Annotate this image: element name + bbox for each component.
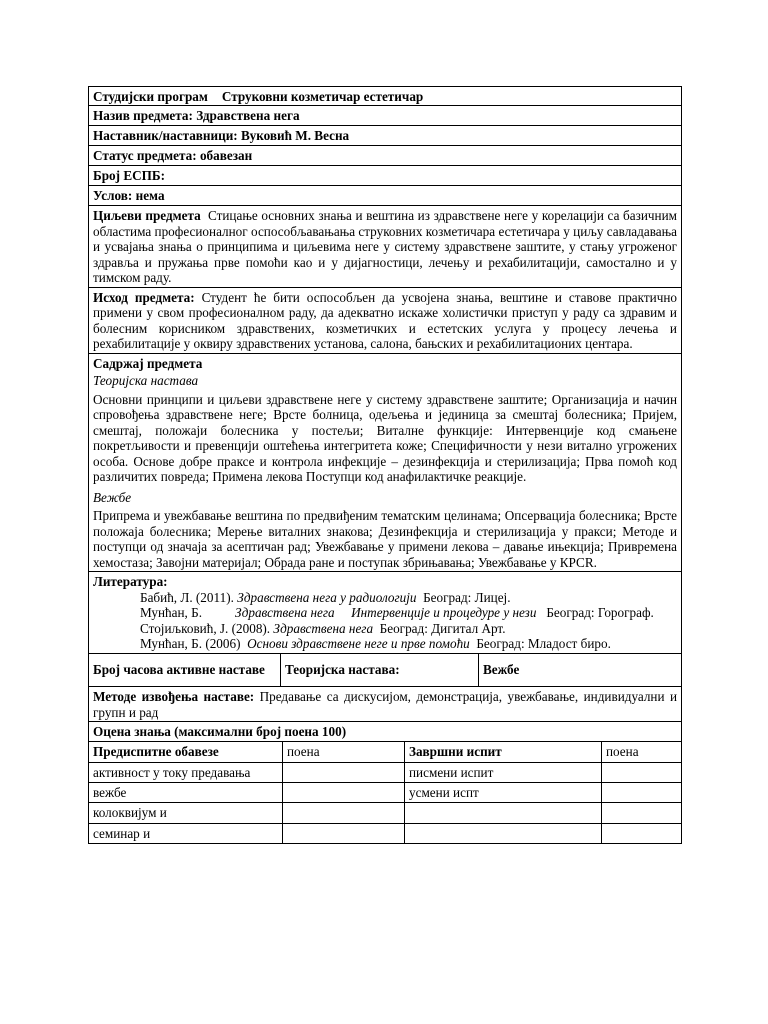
- subject-label: Назив предмета:: [93, 108, 193, 123]
- subject-row: [88, 106, 682, 126]
- grading-table: [88, 742, 682, 844]
- theory-heading: Теоријска настава: [93, 373, 199, 388]
- table-row: колоквијум и: [89, 802, 682, 823]
- condition-value: нема: [135, 188, 165, 203]
- outcome-text: Студент ће бити оспособљен да усвојена знања, вештине и ставове практично примени у свом професионалном раду, да адекватно искаже холистички приступ у раду са здравим и болесним корисником здравствених, козметичких и естетских услуга у процесу лечења и рехабилитације у оквиру здравствених установа, салона, бањских и рехабилитационих центара.: [93, 289, 677, 351]
- teacher-value: Вуковић М. Весна: [241, 128, 350, 143]
- practice-heading: Вежбе: [93, 489, 132, 505]
- methods-row: [88, 687, 682, 722]
- goals-label: Циљеви предмета: [93, 208, 201, 223]
- status-value: обавезан: [199, 148, 253, 163]
- teacher-label: Наставник/наставници:: [93, 128, 238, 143]
- hours-label: Број часова активне наставе: [89, 654, 281, 687]
- literature-entry: Бабић, Л. (2011). Здравствена нега у радиологији Београд: Лицеј.: [140, 589, 511, 605]
- hours-table: [88, 654, 682, 688]
- theory-text: Основни принципи и циљеви здравствене неге у систему здравствене заштите; Организација и начин спровођења здравствене неге; Врсте болница, одељења и јединица за смештај болесника; Пријем, смештај, положаји болесника у постељи; Виталне функције: Интервенције код смањене покретљивости и превенцији оштећења интегритета коже; Специфичности у нези витално угрожених особа. Основе добре праксе и контрола инфекције – дезинфекција и стерилизација; Прва помоћ код различитих повреда; Примена лекова Поступци код анафилактичке реакције.: [93, 391, 677, 484]
- course-syllabus: [88, 86, 682, 844]
- program-row: [88, 86, 682, 106]
- status-row: [88, 146, 682, 166]
- grading-title-row: [88, 722, 682, 742]
- literature-entry: Мунћан, Б. Здравствена нега Интервенције и процедуре у нези Београд: Горограф.: [140, 605, 654, 620]
- table-row: активност у току предавања писмени испит: [89, 762, 682, 782]
- table-row: вежбе усмени испт: [89, 782, 682, 802]
- grading-header-points: поена: [283, 742, 405, 762]
- espb-row: [88, 166, 682, 186]
- teacher-row: [88, 126, 682, 146]
- condition-label: Услов:: [93, 188, 133, 203]
- methods-label: Методе извођења наставе:: [93, 689, 255, 704]
- grading-header-points: поена: [602, 742, 682, 762]
- practice-text: Припрема и увежбавање вештина по предвиђеним тематским целинама; Опсервација болесника; Врсте положаја болесника; Мерење виталних знакова; Дезинфекција и стерилизација у пракси; Методе и поступци од значаја за асептичан рад; Увежбавање у примени лекова – давање ињекција; Привремена хемостаза; Завојни материјал; Обрада ране и поступак збрињавања; Увежбавање у КРСR.: [93, 508, 677, 570]
- content-label: Садржај предмета: [93, 355, 203, 371]
- goals-text: Стицање основних знања и вештина из здравствене неге у корелацији са базичним областима професионалног оспособљавањања струковних козметичара естетичара у циљу савладавања и усвајања знања о принципима и циљевима неге у систему здравствене заштите, у стању угроженог здравља и пружања прве помоћи као и у дијагностици, лечењу и рехабилитацији, самостално и у тимском раду.: [93, 208, 677, 285]
- program-value: Струковни козметичар естетичар: [221, 89, 424, 104]
- content-row: [88, 354, 682, 573]
- hours-theory: Теоријска настава:: [281, 654, 479, 687]
- program-label: Студијски програм: [93, 89, 208, 104]
- table-row: семинар и: [89, 823, 682, 843]
- grading-label: Оцена знања (максимални број поена 100): [93, 724, 347, 739]
- literature-entry: Мунћан, Б. (2006) Основи здравствене неге и прве помоћи Београд: Младост биро.: [140, 636, 611, 651]
- status-label: Статус предмета:: [93, 148, 197, 163]
- subject-value: Здравствена нега: [196, 108, 300, 123]
- literature-entry: Стојиљковић, Ј. (2008). Здравствена нега Београд: Дигитал Арт.: [140, 620, 506, 636]
- grading-header-pre: Предиспитне обавезе: [89, 742, 283, 762]
- literature-row: [88, 572, 682, 654]
- hours-practice: Вежбе: [479, 654, 682, 687]
- grading-header-final: Завршни испит: [405, 742, 602, 762]
- goals-row: [88, 206, 682, 288]
- methods-text: Предавање са дискусијом, демонстрација, увежбавање, индивидуални и групн и рад: [93, 689, 678, 720]
- espb-label: Број ЕСПБ:: [93, 168, 166, 183]
- outcome-row: [88, 288, 682, 354]
- outcome-label: Исход предмета:: [93, 289, 195, 305]
- condition-row: [88, 186, 682, 206]
- literature-label: Литература:: [93, 574, 168, 589]
